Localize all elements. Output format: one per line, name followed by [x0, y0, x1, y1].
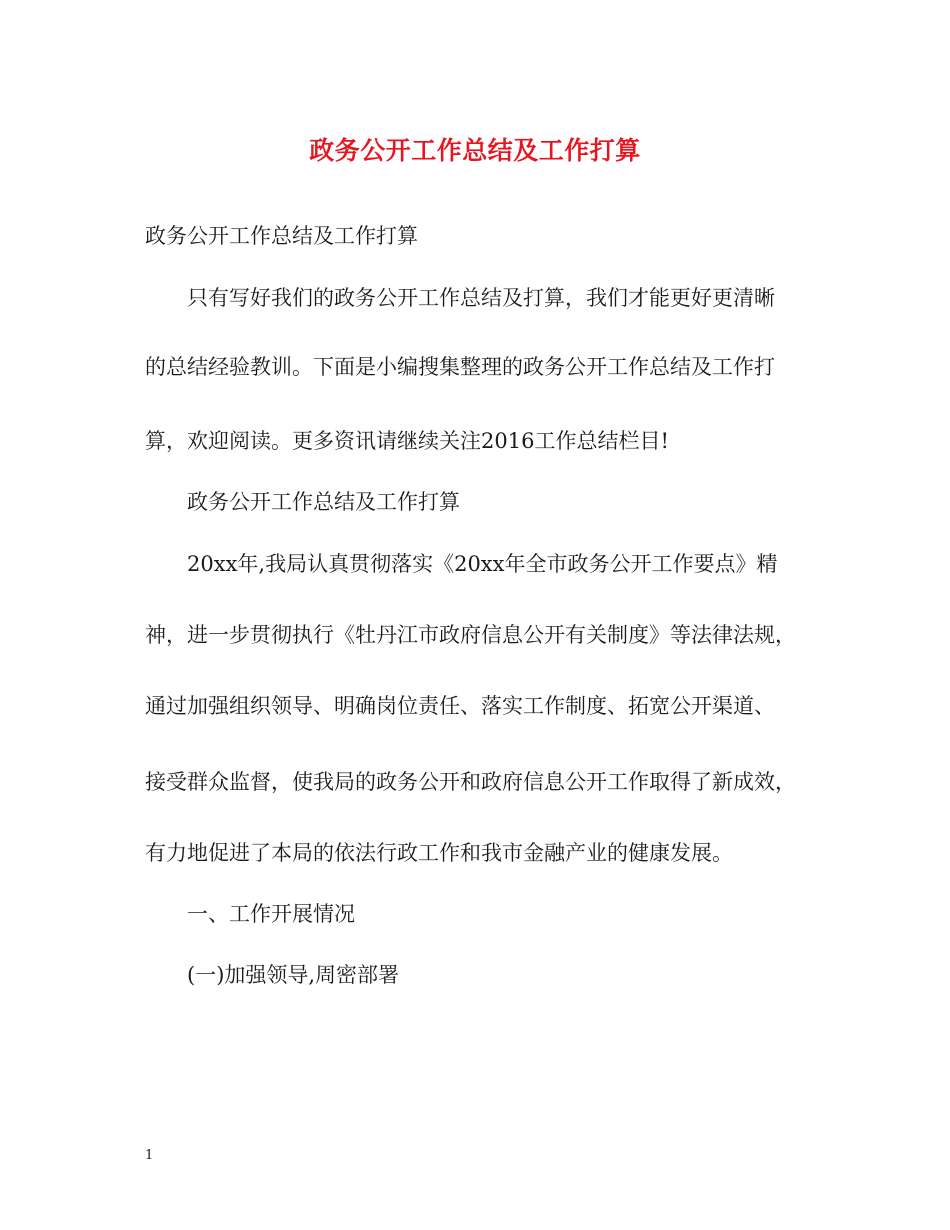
section-heading: 政务公开工作总结及工作打算	[187, 490, 460, 514]
paragraph-line: 的总结经验教训。下面是小编搜集整理的政务公开工作总结及工作打	[145, 355, 775, 379]
paragraph-line: 接受群众监督，使我局的政务公开和政府信息公开工作取得了新成效，	[145, 770, 796, 794]
paragraph-line: 有力地促进了本局的依法行政工作和我市金融产业的健康发展。	[145, 841, 733, 865]
document-title: 政务公开工作总结及工作打算	[309, 136, 641, 165]
section-heading: 一、工作开展情况	[187, 902, 355, 926]
paragraph-line: 20xx年,我局认真贯彻落实《20xx年全市政务公开工作要点》精	[187, 552, 778, 576]
paragraph-line: 神，进一步贯彻执行《牡丹江市政府信息公开有关制度》等法律法规，	[145, 623, 796, 647]
subsection-heading: (一)加强领导,周密部署	[187, 963, 400, 987]
paragraph-line: 算，欢迎阅读。更多资讯请继续关注2016工作总结栏目!	[145, 429, 669, 453]
subtitle-line: 政务公开工作总结及工作打算	[145, 224, 418, 248]
paragraph-line: 通过加强组织领导、明确岗位责任、落实工作制度、拓宽公开渠道、	[145, 694, 775, 718]
page-number: 1	[145, 1148, 154, 1163]
paragraph-line: 只有写好我们的政务公开工作总结及打算，我们才能更好更清晰	[187, 286, 775, 310]
